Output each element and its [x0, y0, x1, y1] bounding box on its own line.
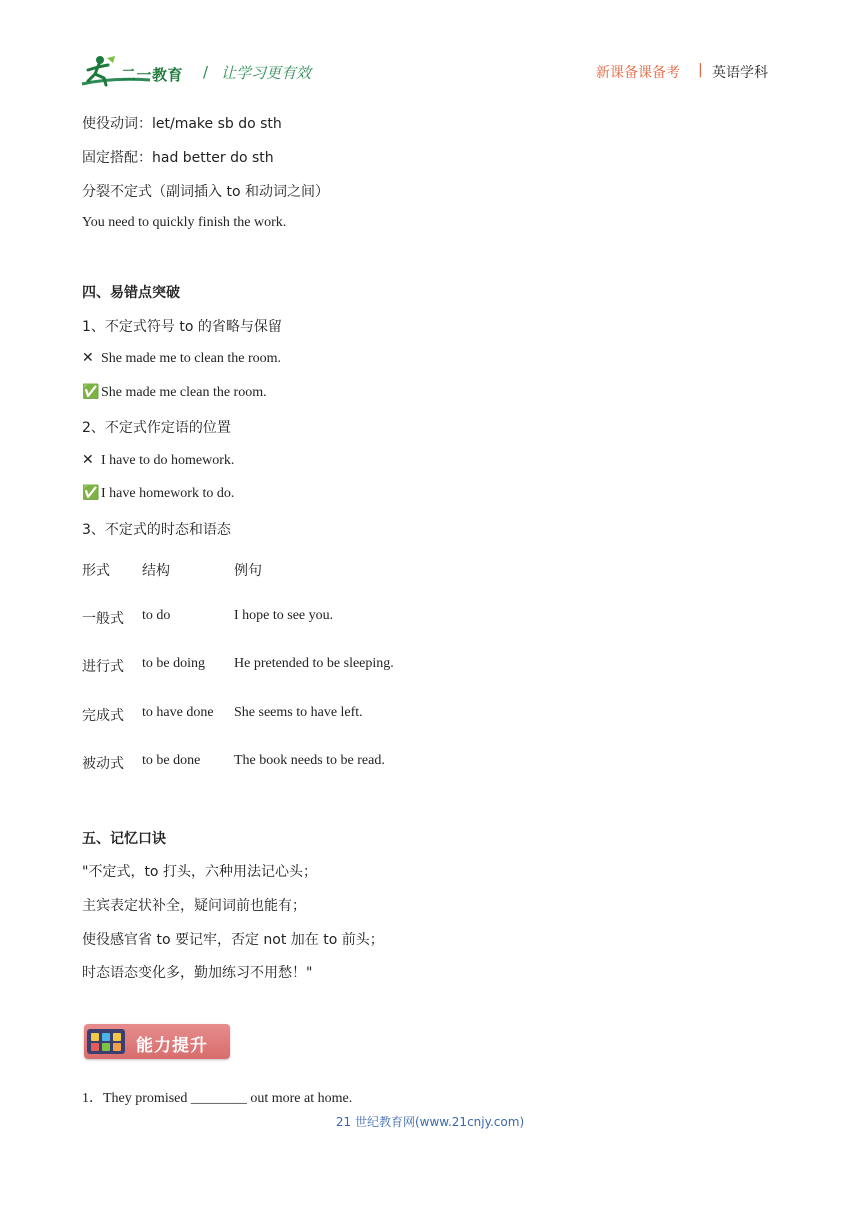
table-cell: 进行式 — [82, 659, 124, 675]
table-header: 例句 — [234, 563, 262, 579]
wrong-example — [82, 350, 281, 367]
logo-text: 二一教育 — [121, 66, 184, 84]
rhyme-line: 主宾表定状补全，疑问词前也能有； — [82, 898, 306, 914]
table-cell: to have done — [142, 705, 214, 720]
page-footer: 21 世纪教育网(www.21cnjy.com) — [335, 1115, 525, 1129]
slogan-separator: / — [203, 63, 209, 81]
example-text: She made me to clean the room. — [101, 351, 281, 366]
intro-line: 分裂不定式（副词插入 to 和动词之间） — [82, 184, 329, 200]
table-cell: to be done — [142, 753, 201, 768]
table-cell: She seems to have left. — [234, 705, 363, 720]
intro-line: 使役动词：let/make sb do sth — [82, 116, 282, 132]
cross-icon: ✕ — [82, 452, 94, 468]
blocks-icon — [87, 1029, 125, 1054]
example-text: I have homework to do. — [101, 486, 235, 501]
section-heading: 四、易错点突破 — [82, 285, 180, 301]
table-header: 结构 — [142, 563, 170, 579]
slogan: 让学习更有效 — [221, 64, 312, 82]
ability-badge — [84, 1024, 230, 1059]
table-cell: The book needs to be read. — [234, 753, 385, 768]
table-cell: I hope to see you. — [234, 608, 334, 623]
course-label: 新课备课备考 — [596, 65, 680, 81]
exercise-question: 1．They promised ________ out more at home. — [82, 1091, 353, 1106]
right-example — [82, 384, 267, 401]
point-title: 1、不定式符号 to 的省略与保留 — [82, 319, 282, 335]
table-cell: to be doing — [142, 656, 205, 671]
intro-line: 固定搭配：had better do sth — [82, 150, 274, 166]
badge-label: 能力提升 — [136, 1036, 208, 1056]
check-icon: ✅ — [82, 384, 100, 400]
example-text: She made me clean the room. — [101, 385, 267, 400]
intro-example: You need to quickly finish the work. — [82, 215, 287, 230]
rhyme-line: 时态语态变化多，勤加练习不用愁！" — [82, 965, 313, 981]
table-cell: 一般式 — [82, 611, 124, 627]
section-heading: 五、记忆口诀 — [82, 831, 166, 847]
table-cell: to do — [142, 608, 171, 623]
subject-label: 英语学科 — [712, 65, 768, 81]
table-cell: 被动式 — [82, 756, 124, 772]
point-title: 3、不定式的时态和语态 — [82, 522, 231, 538]
table-header: 形式 — [82, 563, 110, 579]
rhyme-line: 使役感官省 to 要记牢，否定 not 加在 to 前头； — [82, 932, 384, 948]
table-cell: 完成式 — [82, 708, 124, 724]
right-example — [82, 485, 234, 502]
example-text: I have to do homework. — [101, 453, 235, 468]
table-cell: He pretended to be sleeping. — [234, 656, 394, 671]
header-separator: | — [698, 62, 703, 78]
cross-icon: ✕ — [82, 350, 94, 366]
check-icon: ✅ — [82, 485, 100, 501]
rhyme-line: "不定式，to 打头，六种用法记心头； — [82, 864, 317, 880]
point-title: 2、不定式作定语的位置 — [82, 420, 231, 436]
wrong-example — [82, 452, 234, 469]
